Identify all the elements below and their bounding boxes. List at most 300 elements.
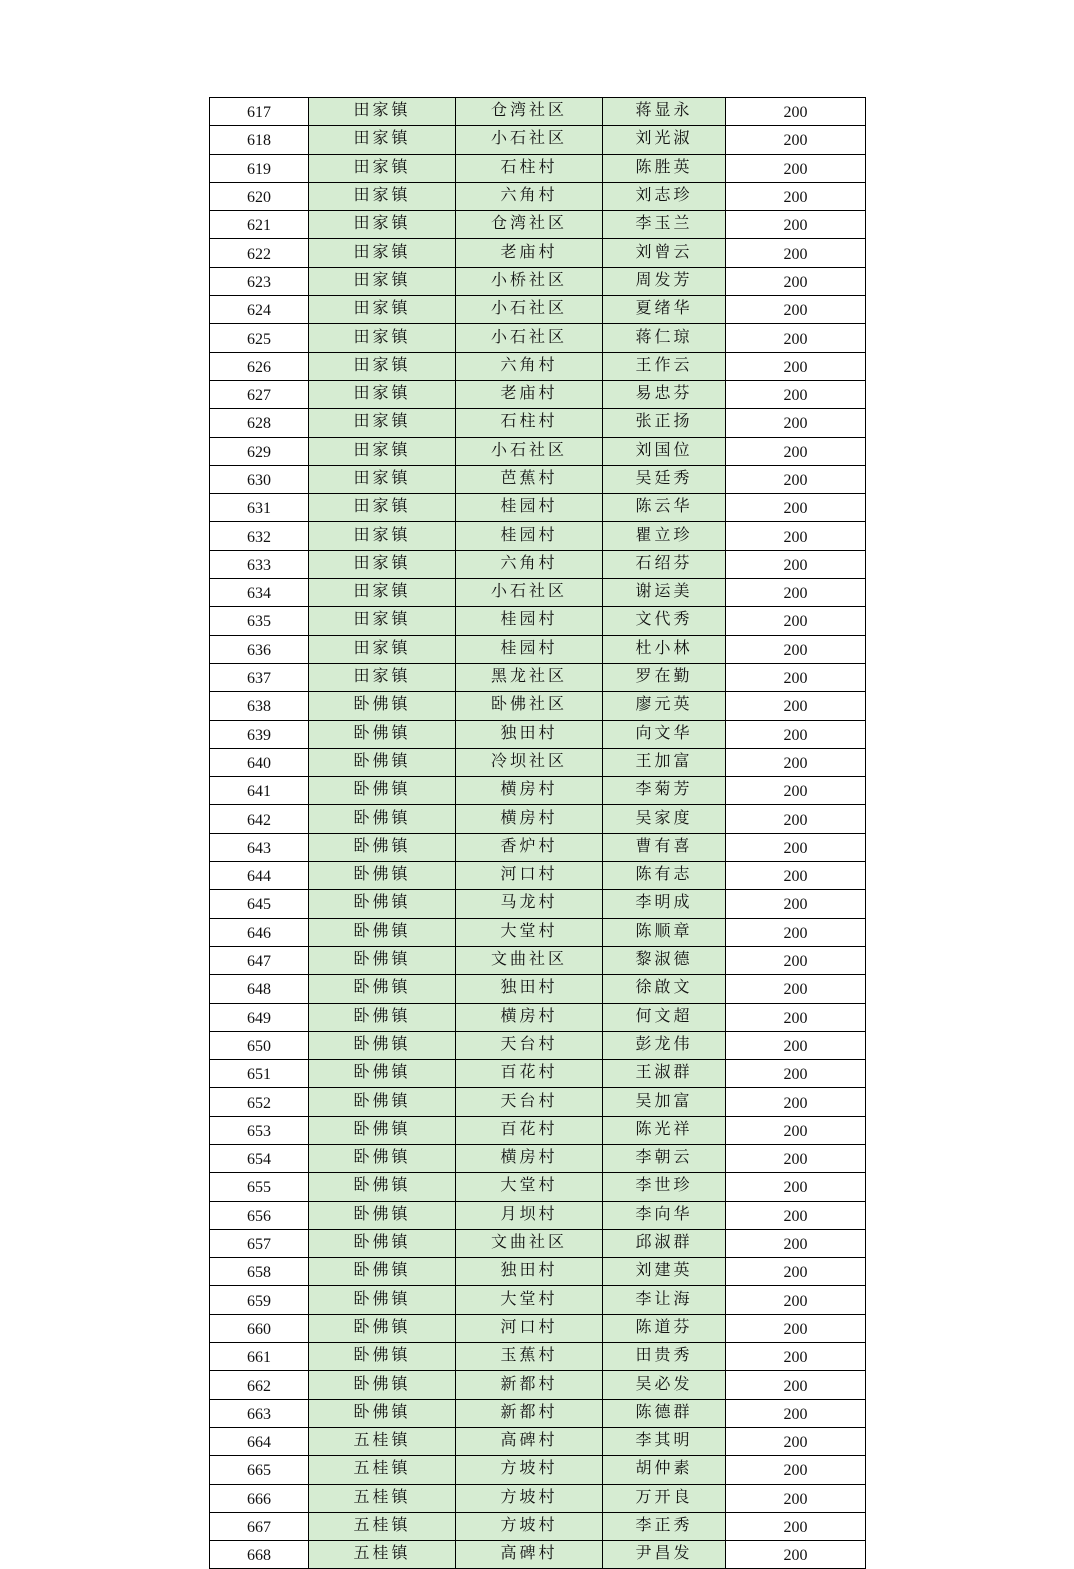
person-name-cell: 李玉兰 (603, 211, 726, 239)
amount-cell: 200 (726, 1343, 866, 1371)
data-table (209, 97, 866, 1569)
town-cell: 田家镇 (309, 296, 456, 324)
town-cell: 田家镇 (309, 324, 456, 352)
row-number-cell: 631 (210, 494, 309, 522)
table-row (210, 154, 866, 182)
table-row (210, 1541, 866, 1569)
amount-cell: 200 (726, 465, 866, 493)
table-row (210, 1314, 866, 1342)
table-row (210, 211, 866, 239)
person-name-cell: 万开良 (603, 1484, 726, 1512)
person-name-cell: 李菊芳 (603, 777, 726, 805)
village-cell: 大堂村 (456, 918, 603, 946)
village-cell: 百花村 (456, 1116, 603, 1144)
table-row (210, 522, 866, 550)
village-cell: 桂园村 (456, 522, 603, 550)
town-cell: 卧佛镇 (309, 1229, 456, 1257)
amount-cell: 200 (726, 805, 866, 833)
amount-cell: 200 (726, 211, 866, 239)
row-number-cell: 668 (210, 1541, 309, 1569)
row-number-cell: 623 (210, 267, 309, 295)
town-cell: 卧佛镇 (309, 805, 456, 833)
person-name-cell: 李朝云 (603, 1144, 726, 1172)
town-cell: 田家镇 (309, 380, 456, 408)
table-row (210, 239, 866, 267)
row-number-cell: 653 (210, 1116, 309, 1144)
row-number-cell: 652 (210, 1088, 309, 1116)
person-name-cell: 石绍芬 (603, 550, 726, 578)
village-cell: 河口村 (456, 1314, 603, 1342)
town-cell: 卧佛镇 (309, 890, 456, 918)
person-name-cell: 李明成 (603, 890, 726, 918)
amount-cell: 200 (726, 1173, 866, 1201)
village-cell: 六角村 (456, 352, 603, 380)
amount-cell: 200 (726, 437, 866, 465)
person-name-cell: 王加富 (603, 748, 726, 776)
town-cell: 田家镇 (309, 579, 456, 607)
table-row (210, 409, 866, 437)
row-number-cell: 636 (210, 635, 309, 663)
table-row (210, 1003, 866, 1031)
person-name-cell: 刘国位 (603, 437, 726, 465)
table-row (210, 1201, 866, 1229)
table-row (210, 1427, 866, 1455)
table-row (210, 1116, 866, 1144)
person-name-cell: 王作云 (603, 352, 726, 380)
table-row (210, 1484, 866, 1512)
person-name-cell: 彭龙伟 (603, 1031, 726, 1059)
row-number-cell: 647 (210, 946, 309, 974)
amount-cell: 200 (726, 409, 866, 437)
amount-cell: 200 (726, 494, 866, 522)
amount-cell: 200 (726, 352, 866, 380)
amount-cell: 200 (726, 1088, 866, 1116)
person-name-cell: 何文超 (603, 1003, 726, 1031)
person-name-cell: 陈有志 (603, 862, 726, 890)
town-cell: 田家镇 (309, 98, 456, 126)
town-cell: 卧佛镇 (309, 1003, 456, 1031)
person-name-cell: 谢运美 (603, 579, 726, 607)
row-number-cell: 625 (210, 324, 309, 352)
table-row (210, 437, 866, 465)
town-cell: 卧佛镇 (309, 692, 456, 720)
village-cell: 玉蕉村 (456, 1343, 603, 1371)
village-cell: 月坝村 (456, 1201, 603, 1229)
village-cell: 横房村 (456, 777, 603, 805)
amount-cell: 200 (726, 1201, 866, 1229)
town-cell: 田家镇 (309, 154, 456, 182)
town-cell: 卧佛镇 (309, 1371, 456, 1399)
table-row (210, 126, 866, 154)
table-row (210, 550, 866, 578)
village-cell: 小石社区 (456, 437, 603, 465)
row-number-cell: 619 (210, 154, 309, 182)
town-cell: 田家镇 (309, 239, 456, 267)
row-number-cell: 667 (210, 1512, 309, 1540)
town-cell: 卧佛镇 (309, 1173, 456, 1201)
person-name-cell: 刘志珍 (603, 182, 726, 210)
amount-cell: 200 (726, 380, 866, 408)
amount-cell: 200 (726, 1003, 866, 1031)
table-row (210, 918, 866, 946)
table-row (210, 1456, 866, 1484)
person-name-cell: 李正秀 (603, 1512, 726, 1540)
amount-cell: 200 (726, 833, 866, 861)
amount-cell: 200 (726, 946, 866, 974)
village-cell: 大堂村 (456, 1286, 603, 1314)
row-number-cell: 646 (210, 918, 309, 946)
person-name-cell: 李向华 (603, 1201, 726, 1229)
town-cell: 卧佛镇 (309, 748, 456, 776)
town-cell: 田家镇 (309, 211, 456, 239)
table-row (210, 579, 866, 607)
row-number-cell: 655 (210, 1173, 309, 1201)
row-number-cell: 663 (210, 1399, 309, 1427)
amount-cell: 200 (726, 692, 866, 720)
person-name-cell: 陈光祥 (603, 1116, 726, 1144)
person-name-cell: 尹昌发 (603, 1541, 726, 1569)
village-cell: 河口村 (456, 862, 603, 890)
town-cell: 卧佛镇 (309, 1399, 456, 1427)
amount-cell: 200 (726, 1031, 866, 1059)
town-cell: 卧佛镇 (309, 1286, 456, 1314)
person-name-cell: 瞿立珍 (603, 522, 726, 550)
person-name-cell: 邱淑群 (603, 1229, 726, 1257)
village-cell: 小石社区 (456, 324, 603, 352)
village-cell: 小石社区 (456, 579, 603, 607)
town-cell: 五桂镇 (309, 1512, 456, 1540)
person-name-cell: 陈云华 (603, 494, 726, 522)
town-cell: 田家镇 (309, 494, 456, 522)
table-row (210, 267, 866, 295)
amount-cell: 200 (726, 126, 866, 154)
row-number-cell: 621 (210, 211, 309, 239)
row-number-cell: 651 (210, 1060, 309, 1088)
table-row (210, 975, 866, 1003)
town-cell: 卧佛镇 (309, 862, 456, 890)
person-name-cell: 陈顺章 (603, 918, 726, 946)
town-cell: 五桂镇 (309, 1456, 456, 1484)
row-number-cell: 638 (210, 692, 309, 720)
town-cell: 五桂镇 (309, 1427, 456, 1455)
person-name-cell: 刘光淑 (603, 126, 726, 154)
town-cell: 卧佛镇 (309, 720, 456, 748)
row-number-cell: 644 (210, 862, 309, 890)
person-name-cell: 李世珍 (603, 1173, 726, 1201)
amount-cell: 200 (726, 1456, 866, 1484)
town-cell: 卧佛镇 (309, 1144, 456, 1172)
person-name-cell: 廖元英 (603, 692, 726, 720)
town-cell: 卧佛镇 (309, 946, 456, 974)
table-row (210, 862, 866, 890)
town-cell: 卧佛镇 (309, 1088, 456, 1116)
table-row (210, 1173, 866, 1201)
village-cell: 新都村 (456, 1371, 603, 1399)
amount-cell: 200 (726, 918, 866, 946)
table-row (210, 1144, 866, 1172)
amount-cell: 200 (726, 1512, 866, 1540)
village-cell: 大堂村 (456, 1173, 603, 1201)
row-number-cell: 645 (210, 890, 309, 918)
town-cell: 卧佛镇 (309, 918, 456, 946)
town-cell: 田家镇 (309, 607, 456, 635)
table-row (210, 182, 866, 210)
row-number-cell: 643 (210, 833, 309, 861)
amount-cell: 200 (726, 1427, 866, 1455)
person-name-cell: 周发芳 (603, 267, 726, 295)
amount-cell: 200 (726, 975, 866, 1003)
amount-cell: 200 (726, 239, 866, 267)
village-cell: 横房村 (456, 1003, 603, 1031)
person-name-cell: 田贵秀 (603, 1343, 726, 1371)
table-row (210, 1060, 866, 1088)
amount-cell: 200 (726, 777, 866, 805)
village-cell: 卧佛社区 (456, 692, 603, 720)
row-number-cell: 641 (210, 777, 309, 805)
row-number-cell: 632 (210, 522, 309, 550)
village-cell: 六角村 (456, 182, 603, 210)
table-row (210, 1371, 866, 1399)
village-cell: 方坡村 (456, 1512, 603, 1540)
town-cell: 田家镇 (309, 550, 456, 578)
town-cell: 卧佛镇 (309, 1201, 456, 1229)
row-number-cell: 665 (210, 1456, 309, 1484)
row-number-cell: 640 (210, 748, 309, 776)
village-cell: 桂园村 (456, 635, 603, 663)
row-number-cell: 664 (210, 1427, 309, 1455)
amount-cell: 200 (726, 1314, 866, 1342)
village-cell: 桂园村 (456, 494, 603, 522)
person-name-cell: 吴家度 (603, 805, 726, 833)
amount-cell: 200 (726, 720, 866, 748)
village-cell: 横房村 (456, 805, 603, 833)
row-number-cell: 660 (210, 1314, 309, 1342)
town-cell: 卧佛镇 (309, 777, 456, 805)
row-number-cell: 659 (210, 1286, 309, 1314)
village-cell: 方坡村 (456, 1456, 603, 1484)
town-cell: 田家镇 (309, 522, 456, 550)
village-cell: 百花村 (456, 1060, 603, 1088)
person-name-cell: 胡仲素 (603, 1456, 726, 1484)
village-cell: 小石社区 (456, 296, 603, 324)
person-name-cell: 罗在勤 (603, 663, 726, 691)
table-row (210, 748, 866, 776)
village-cell: 小石社区 (456, 126, 603, 154)
person-name-cell: 吴廷秀 (603, 465, 726, 493)
row-number-cell: 662 (210, 1371, 309, 1399)
town-cell: 田家镇 (309, 126, 456, 154)
village-cell: 文曲社区 (456, 946, 603, 974)
row-number-cell: 657 (210, 1229, 309, 1257)
person-name-cell: 蒋显永 (603, 98, 726, 126)
table-row (210, 465, 866, 493)
village-cell: 芭蕉村 (456, 465, 603, 493)
table-row (210, 296, 866, 324)
row-number-cell: 629 (210, 437, 309, 465)
village-cell: 冷坝社区 (456, 748, 603, 776)
table-row (210, 635, 866, 663)
person-name-cell: 曹有喜 (603, 833, 726, 861)
village-cell: 桂园村 (456, 607, 603, 635)
town-cell: 田家镇 (309, 352, 456, 380)
table-row (210, 607, 866, 635)
person-name-cell: 李其明 (603, 1427, 726, 1455)
village-cell: 石柱村 (456, 154, 603, 182)
town-cell: 五桂镇 (309, 1541, 456, 1569)
town-cell: 田家镇 (309, 437, 456, 465)
table-row (210, 777, 866, 805)
village-cell: 高碑村 (456, 1427, 603, 1455)
person-name-cell: 易忠芬 (603, 380, 726, 408)
amount-cell: 200 (726, 1116, 866, 1144)
person-name-cell: 文代秀 (603, 607, 726, 635)
table-row (210, 833, 866, 861)
village-cell: 马龙村 (456, 890, 603, 918)
amount-cell: 200 (726, 1484, 866, 1512)
row-number-cell: 650 (210, 1031, 309, 1059)
amount-cell: 200 (726, 890, 866, 918)
table-row (210, 805, 866, 833)
table-row (210, 352, 866, 380)
table-row (210, 324, 866, 352)
row-number-cell: 620 (210, 182, 309, 210)
table-row (210, 380, 866, 408)
village-cell: 新都村 (456, 1399, 603, 1427)
person-name-cell: 刘曾云 (603, 239, 726, 267)
person-name-cell: 杜小林 (603, 635, 726, 663)
table-row (210, 1229, 866, 1257)
town-cell: 卧佛镇 (309, 1343, 456, 1371)
row-number-cell: 642 (210, 805, 309, 833)
town-cell: 田家镇 (309, 267, 456, 295)
table-row (210, 1343, 866, 1371)
table-row (210, 663, 866, 691)
row-number-cell: 622 (210, 239, 309, 267)
person-name-cell: 王淑群 (603, 1060, 726, 1088)
village-cell: 香炉村 (456, 833, 603, 861)
person-name-cell: 黎淑德 (603, 946, 726, 974)
town-cell: 田家镇 (309, 182, 456, 210)
amount-cell: 200 (726, 607, 866, 635)
row-number-cell: 666 (210, 1484, 309, 1512)
table-row (210, 720, 866, 748)
table-row (210, 98, 866, 126)
amount-cell: 200 (726, 296, 866, 324)
village-cell: 独田村 (456, 975, 603, 1003)
town-cell: 卧佛镇 (309, 975, 456, 1003)
table-row (210, 1088, 866, 1116)
amount-cell: 200 (726, 748, 866, 776)
row-number-cell: 633 (210, 550, 309, 578)
amount-cell: 200 (726, 324, 866, 352)
amount-cell: 200 (726, 267, 866, 295)
town-cell: 田家镇 (309, 635, 456, 663)
village-cell: 仓湾社区 (456, 211, 603, 239)
amount-cell: 200 (726, 579, 866, 607)
town-cell: 卧佛镇 (309, 1314, 456, 1342)
table-row (210, 494, 866, 522)
person-name-cell: 李让海 (603, 1286, 726, 1314)
table-body (210, 98, 866, 1569)
person-name-cell: 吴加富 (603, 1088, 726, 1116)
amount-cell: 200 (726, 98, 866, 126)
village-cell: 方坡村 (456, 1484, 603, 1512)
table-row (210, 890, 866, 918)
village-cell: 天台村 (456, 1088, 603, 1116)
row-number-cell: 627 (210, 380, 309, 408)
person-name-cell: 夏绪华 (603, 296, 726, 324)
town-cell: 田家镇 (309, 409, 456, 437)
person-name-cell: 蒋仁琼 (603, 324, 726, 352)
village-cell: 黑龙社区 (456, 663, 603, 691)
town-cell: 卧佛镇 (309, 1116, 456, 1144)
row-number-cell: 635 (210, 607, 309, 635)
amount-cell: 200 (726, 1371, 866, 1399)
row-number-cell: 630 (210, 465, 309, 493)
village-cell: 六角村 (456, 550, 603, 578)
town-cell: 田家镇 (309, 465, 456, 493)
town-cell: 五桂镇 (309, 1484, 456, 1512)
village-cell: 老庙村 (456, 239, 603, 267)
amount-cell: 200 (726, 862, 866, 890)
town-cell: 田家镇 (309, 663, 456, 691)
village-cell: 天台村 (456, 1031, 603, 1059)
person-name-cell: 吴必发 (603, 1371, 726, 1399)
village-cell: 石柱村 (456, 409, 603, 437)
town-cell: 卧佛镇 (309, 833, 456, 861)
amount-cell: 200 (726, 1229, 866, 1257)
row-number-cell: 628 (210, 409, 309, 437)
town-cell: 卧佛镇 (309, 1031, 456, 1059)
table-row (210, 1031, 866, 1059)
amount-cell: 200 (726, 1258, 866, 1286)
village-cell: 独田村 (456, 720, 603, 748)
village-cell: 文曲社区 (456, 1229, 603, 1257)
table-row (210, 1286, 866, 1314)
table-row (210, 1512, 866, 1540)
village-cell: 老庙村 (456, 380, 603, 408)
row-number-cell: 618 (210, 126, 309, 154)
amount-cell: 200 (726, 550, 866, 578)
table-row (210, 1399, 866, 1427)
row-number-cell: 649 (210, 1003, 309, 1031)
person-name-cell: 徐啟文 (603, 975, 726, 1003)
row-number-cell: 637 (210, 663, 309, 691)
row-number-cell: 654 (210, 1144, 309, 1172)
amount-cell: 200 (726, 522, 866, 550)
person-name-cell: 陈胜英 (603, 154, 726, 182)
row-number-cell: 648 (210, 975, 309, 1003)
row-number-cell: 624 (210, 296, 309, 324)
person-name-cell: 刘建英 (603, 1258, 726, 1286)
village-cell: 小桥社区 (456, 267, 603, 295)
town-cell: 卧佛镇 (309, 1258, 456, 1286)
person-name-cell: 陈德群 (603, 1399, 726, 1427)
table-row (210, 1258, 866, 1286)
row-number-cell: 661 (210, 1343, 309, 1371)
amount-cell: 200 (726, 663, 866, 691)
amount-cell: 200 (726, 1144, 866, 1172)
table-row (210, 692, 866, 720)
row-number-cell: 626 (210, 352, 309, 380)
row-number-cell: 656 (210, 1201, 309, 1229)
amount-cell: 200 (726, 182, 866, 210)
row-number-cell: 617 (210, 98, 309, 126)
town-cell: 卧佛镇 (309, 1060, 456, 1088)
amount-cell: 200 (726, 154, 866, 182)
row-number-cell: 658 (210, 1258, 309, 1286)
village-cell: 横房村 (456, 1144, 603, 1172)
